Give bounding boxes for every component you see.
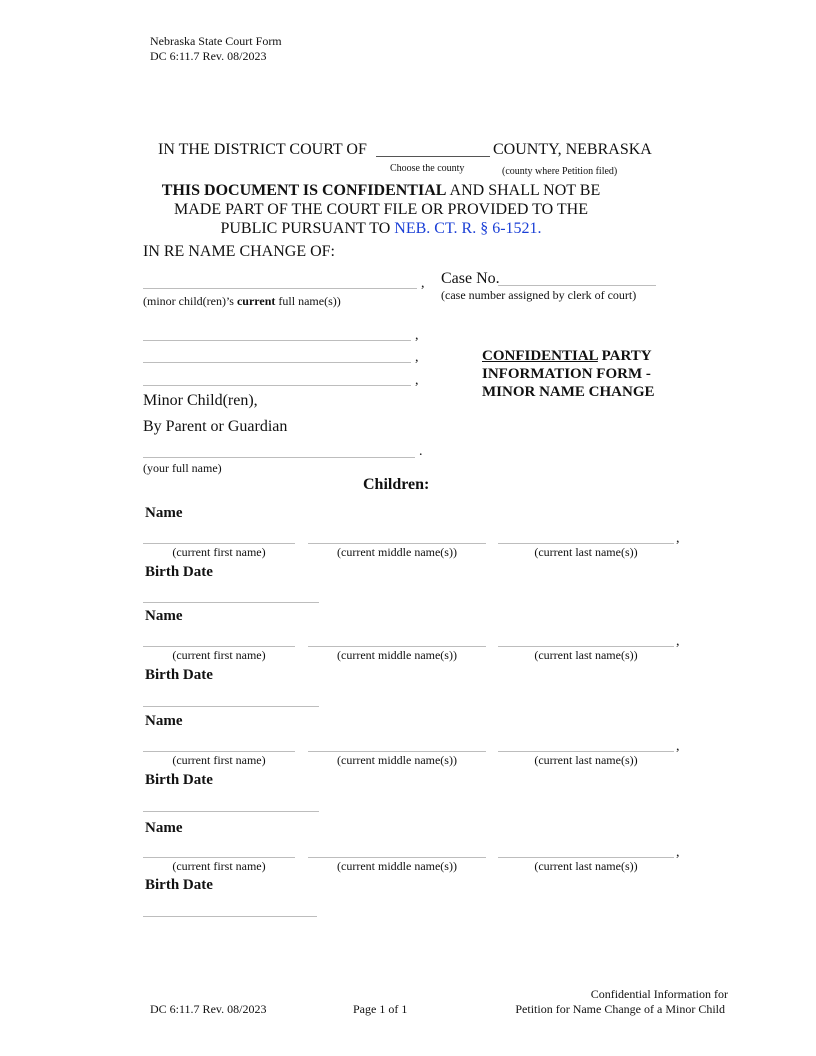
court-suffix: COUNTY, NEBRASKA bbox=[493, 141, 652, 158]
comma: , bbox=[415, 350, 419, 365]
period: . bbox=[419, 444, 423, 459]
child-4-last-name-field[interactable] bbox=[498, 857, 674, 858]
confidential-bold: THIS DOCUMENT IS CONFIDENTIAL bbox=[161, 182, 447, 199]
comma: , bbox=[676, 739, 680, 754]
child-4-first-name-field[interactable] bbox=[143, 857, 295, 858]
last-name-caption: (current last name(s)) bbox=[534, 753, 638, 767]
child-1-middle-name-field[interactable] bbox=[308, 543, 486, 544]
form-title-line1-rest: PARTY bbox=[597, 348, 652, 364]
child-1-birth-date-field[interactable] bbox=[143, 602, 319, 603]
case-no-field[interactable] bbox=[498, 285, 656, 286]
child-1-last-name-field[interactable] bbox=[498, 543, 674, 544]
child-4-birth-date-field[interactable] bbox=[143, 916, 317, 917]
minor-names-caption-post: full name(s)) bbox=[275, 294, 341, 308]
comma: , bbox=[676, 845, 680, 860]
footer-title-line2: Petition for Name Change of a Minor Child bbox=[515, 1002, 725, 1016]
child-2-first-name-field[interactable] bbox=[143, 646, 295, 647]
minor-names-caption-pre: (minor child(ren)’s bbox=[143, 294, 237, 308]
first-name-caption: (current first name) bbox=[172, 753, 266, 767]
minor-name-field-4[interactable] bbox=[143, 385, 411, 386]
county-hint: Choose the county bbox=[390, 163, 465, 174]
middle-name-caption: (current middle name(s)) bbox=[337, 859, 457, 873]
confidential-rest1: AND SHALL NOT BE bbox=[446, 182, 601, 199]
child-3-birth-date-field[interactable] bbox=[143, 811, 319, 812]
comma: , bbox=[676, 634, 680, 649]
form-id-line: Nebraska State Court Form bbox=[150, 34, 282, 48]
minor-names-caption-bold: current bbox=[236, 294, 276, 308]
comma: , bbox=[415, 328, 419, 343]
child-2-middle-name-field[interactable] bbox=[308, 646, 486, 647]
last-name-caption: (current last name(s)) bbox=[534, 859, 638, 873]
child-3-last-name-field[interactable] bbox=[498, 751, 674, 752]
by-parent-label: By Parent or Guardian bbox=[143, 418, 288, 435]
children-heading: Children: bbox=[363, 476, 430, 493]
last-name-caption: (current last name(s)) bbox=[534, 648, 638, 662]
child-2-birth-date-field[interactable] bbox=[143, 706, 319, 707]
child-4-birth-label: Birth Date bbox=[145, 877, 213, 893]
minor-name-field-1[interactable] bbox=[143, 288, 417, 289]
minor-names-caption bbox=[143, 294, 341, 309]
case-no-label: Case No. bbox=[441, 270, 500, 287]
child-4-name-label: Name bbox=[145, 820, 183, 836]
middle-name-caption: (current middle name(s)) bbox=[337, 545, 457, 559]
court-prefix: IN THE DISTRICT COURT OF bbox=[158, 141, 367, 158]
minor-name-field-3[interactable] bbox=[143, 362, 411, 363]
first-name-caption: (current first name) bbox=[172, 859, 266, 873]
middle-name-caption: (current middle name(s)) bbox=[337, 648, 457, 662]
case-no-caption: (case number assigned by clerk of court) bbox=[441, 288, 637, 302]
minor-name-field-2[interactable] bbox=[143, 340, 411, 341]
child-4-middle-name-field[interactable] bbox=[308, 857, 486, 858]
footer-title-line1: Confidential Information for bbox=[590, 987, 728, 1001]
confidential-notice bbox=[121, 181, 641, 238]
confidential-line3-prefix: PUBLIC PURSUANT TO bbox=[220, 220, 395, 237]
child-1-first-name-field[interactable] bbox=[143, 543, 295, 544]
comma: , bbox=[676, 531, 680, 546]
child-3-birth-label: Birth Date bbox=[145, 772, 213, 788]
county-field[interactable] bbox=[376, 156, 490, 157]
child-2-name-label: Name bbox=[145, 608, 183, 624]
footer-form-id: DC 6:11.7 Rev. 08/2023 bbox=[150, 1002, 267, 1016]
middle-name-caption: (current middle name(s)) bbox=[337, 753, 457, 767]
child-3-name-label: Name bbox=[145, 713, 183, 729]
child-2-last-name-field[interactable] bbox=[498, 646, 674, 647]
child-3-first-name-field[interactable] bbox=[143, 751, 295, 752]
your-name-caption: (your full name) bbox=[143, 461, 222, 475]
rule-link[interactable]: NEB. CT. R. § 6-1521 bbox=[394, 220, 538, 237]
child-1-name-label: Name bbox=[145, 505, 183, 521]
footer-page-number: Page 1 of 1 bbox=[353, 1002, 408, 1016]
parent-name-field[interactable] bbox=[143, 457, 415, 458]
comma: , bbox=[421, 276, 425, 291]
comma: , bbox=[415, 373, 419, 388]
confidential-line2: MADE PART OF THE COURT FILE OR PROVIDED TO THE bbox=[174, 201, 588, 218]
child-1-birth-label: Birth Date bbox=[145, 564, 213, 580]
form-title-line2: INFORMATION FORM - bbox=[482, 366, 651, 382]
form-title bbox=[482, 347, 655, 401]
rule-link-period: . bbox=[537, 220, 542, 237]
form-title-underlined: CONFIDENTIAL bbox=[482, 348, 598, 364]
first-name-caption: (current first name) bbox=[172, 648, 266, 662]
child-3-middle-name-field[interactable] bbox=[308, 751, 486, 752]
county-note: (county where Petition filed) bbox=[502, 166, 618, 177]
first-name-caption: (current first name) bbox=[172, 545, 266, 559]
in-re-label: IN RE NAME CHANGE OF: bbox=[143, 243, 335, 260]
form-title-line3: MINOR NAME CHANGE bbox=[482, 384, 655, 400]
last-name-caption: (current last name(s)) bbox=[534, 545, 638, 559]
form-rev-line: DC 6:11.7 Rev. 08/2023 bbox=[150, 49, 267, 63]
minor-children-label: Minor Child(ren), bbox=[143, 392, 258, 409]
child-2-birth-label: Birth Date bbox=[145, 667, 213, 683]
